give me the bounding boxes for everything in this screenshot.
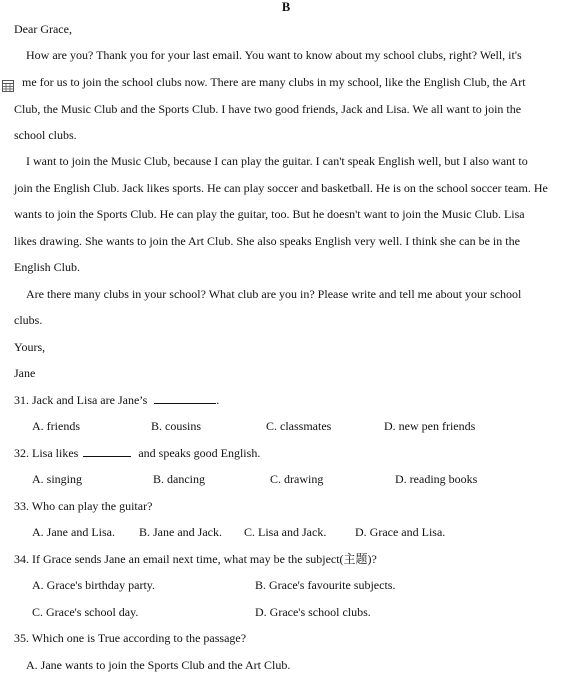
question-34-stem: 34. If Grace sends Jane an email next time, what may be the subject(主题)? <box>14 552 377 566</box>
question-33-stem: 33. Who can play the guitar? <box>14 499 153 513</box>
option-32-c: C. drawing <box>270 472 324 486</box>
option-31-d: D. new pen friends <box>384 419 476 433</box>
letter-p3-line1: Are there many clubs in your school? What club are you in? Please write and tell me about your school <box>26 287 522 301</box>
question-31-stem <box>14 393 219 407</box>
option-35-a: A. Jane wants to join the Sports Club and the Art Club. <box>26 658 291 672</box>
document-grid-icon <box>2 80 14 92</box>
section-label: B <box>281 0 291 14</box>
question-35-stem: 35. Which one is True according to the passage? <box>14 631 247 645</box>
option-32-d: D. reading books <box>395 472 478 486</box>
answer-blank <box>154 393 216 404</box>
question-31-text: 31. Jack and Lisa are Jane’s <box>14 393 148 407</box>
letter-p2-line4: likes drawing. She wants to join the Art Club. She also speaks English very well. I think she can be in the <box>14 234 520 248</box>
question-32-end: and speaks good English. <box>138 446 261 460</box>
option-34-a: A. Grace's birthday party. <box>32 578 156 592</box>
option-33-d: D. Grace and Lisa. <box>355 525 446 539</box>
question-31-end: . <box>216 393 220 407</box>
question-32-stem <box>14 446 260 460</box>
option-33-a: A. Jane and Lisa. <box>32 525 115 539</box>
option-32-b: B. dancing <box>153 472 205 486</box>
letter-p2-line1: I want to join the Music Club, because I can play the guitar. I can't speak English well, but I also want to <box>26 154 528 168</box>
letter-p1-line4: school clubs. <box>14 128 77 142</box>
letter-closing: Yours, <box>14 340 46 354</box>
letter-signature: Jane <box>14 366 36 380</box>
letter-p2-line5: English Club. <box>14 260 81 274</box>
option-34-b: B. Grace's favourite subjects. <box>255 578 396 592</box>
option-31-b: B. cousins <box>151 419 202 433</box>
answer-blank <box>83 446 131 457</box>
option-33-b: B. Jane and Jack. <box>139 525 222 539</box>
option-31-c: C. classmates <box>266 419 332 433</box>
letter-p1-line1: How are you? Thank you for your last email. You want to know about my school clubs, right? Well, it's <box>26 48 522 62</box>
option-32-a: A. singing <box>32 472 83 486</box>
letter-greeting: Dear Grace, <box>14 22 72 36</box>
letter-p1-line2: me for us to join the school clubs now. There are many clubs in my school, like the English Club, the Art <box>22 75 526 89</box>
question-32-text: 32. Lisa likes <box>14 446 79 460</box>
letter-p2-line3: wants to join the Sports Club. He can play the guitar, too. But he doesn't want to join the Music Club. Lisa <box>14 207 525 221</box>
letter-p2-line2: join the English Club. Jack likes sports. He can play soccer and basketball. He is on the school soccer team. He <box>14 181 548 195</box>
option-34-c: C. Grace's school day. <box>32 605 139 619</box>
option-33-c: C. Lisa and Jack. <box>244 525 327 539</box>
letter-p3-line2: clubs. <box>14 313 43 327</box>
letter-p1-line3: Club, the Music Club and the Sports Club. I have two good friends, Jack and Lisa. We all want to join the <box>14 102 522 116</box>
option-34-d: D. Grace's school clubs. <box>255 605 371 619</box>
option-31-a: A. friends <box>32 419 80 433</box>
